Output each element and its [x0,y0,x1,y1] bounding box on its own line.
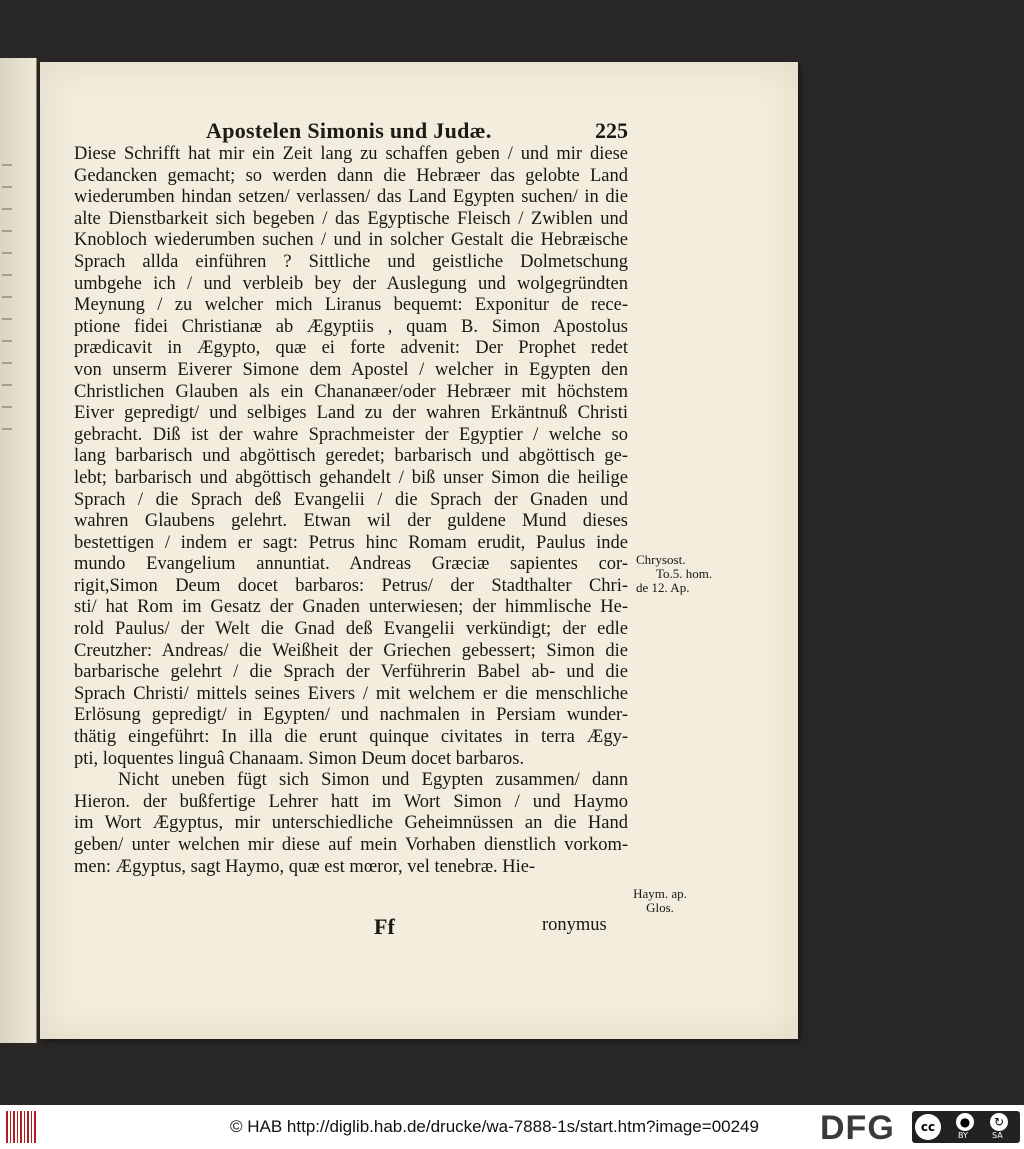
text-line: bestettigen / indem er sagt: Petrus hinc Romam erudit, Paulus inde [74,532,628,553]
text-line: ptione fidei Christianæ ab Ægyptiis , quam B. Simon Apostolus [74,316,628,337]
text-line: wahren Glaubens gelehrt. Etwan wil der guldene Mund dieses [74,511,628,532]
cc-icon: cc [915,1114,941,1140]
text-line: lebt; barbarisch und abgöttisch gehandelt / biß unser Simon die heilige [74,467,628,488]
body-text [74,144,628,878]
catchword: ronymus [542,915,607,935]
marginal-note-line: Chrysost. [636,552,686,567]
text-line: Sprach allda einführen ? Sittliche und geistliche Dolmetschung [74,251,628,272]
signature-mark: Ff [374,914,395,939]
marginal-note-line: de 12. Ap. [636,580,690,595]
text-line: Eiver gepredigt/ und selbiges Land zu der wahren Erkäntnuß Christi [74,403,628,424]
marginal-note-haymo [624,887,696,915]
text-line: im Wort Ægyptus, mir unterschiedliche Geheimnüssen an die Hand [74,813,628,834]
running-title: Apostelen Simonis und Judæ. [206,118,492,143]
hab-logo-icon [6,1111,38,1143]
marginal-note-chrysostom [636,553,712,595]
text-line: thätig eingeführt: In illa die erunt quinque civitates in terra Ægy- [74,727,628,748]
text-line: geben/ unter welchen mir diese auf mein Vorhaben dienstlich vorkom- [74,835,628,855]
text-line: gebracht. Diß ist der wahre Sprachmeister der Egyptier / welche so [74,424,628,445]
text-line: lang barbarisch und abgöttisch geredet; barbarisch und abgöttisch ge- [74,446,628,467]
running-head [74,116,628,144]
sa-label: SA [992,1131,1003,1140]
text-line: Diese Schrifft hat mir ein Zeit lang zu schaffen geben / und mir diese [74,144,628,164]
page-number: 225 [595,118,628,143]
text-line: prædicavit in Ægypto, quæ ei forte advenit: Der Prophet redet [74,338,628,359]
viewer-footer [0,1105,1024,1149]
share-alike-icon: ↻ [990,1113,1008,1131]
text-line: wiederumben hindan setzen/ verlassen/ das Land Egypten suchen/ in die [74,187,628,208]
text-line: Erlösung gepredigt/ in Egypten/ und nachmalen in Persiam wunder- [74,705,628,726]
marginal-note-line: Haym. ap. [633,886,687,901]
copyright-link[interactable]: © HAB http://diglib.hab.de/drucke/wa-7888-1s/start.htm?image=00249 [230,1117,759,1136]
text-line: rold Paulus/ der Welt die Gnad deß Evangelii verkündigt; der edle [74,619,628,640]
person-icon: ● [956,1113,974,1131]
text-line: pti, loquentes linguâ Chanaam. Simon Deum docet barbaros. [74,748,525,769]
cc-license-badge[interactable] [912,1111,1020,1143]
text-line: rigit,Simon Deum docet barbaros: Petrus/ der Stadthalter Chri- [74,575,628,596]
marginal-note-line: Glos. [646,900,674,915]
by-label: BY [958,1131,968,1140]
text-line: men: Ægyptus, sagt Haymo, quæ est mœror, vel tenebræ. Hie- [74,856,536,877]
text-line: Christlichen Glauben als ein Chananæer/oder Hebræer mit höchstem [74,381,628,402]
text-line: Hieron. der bußfertige Lehrer hatt im Wort Simon / und Haymo [74,791,628,812]
text-line: umbgehe ich / und verbleib bey der Auslegung und wolgegründten [74,273,628,294]
text-line: Meynung / zu welcher mich Liranus bequemt: Exponitur de rece- [74,295,628,316]
book-page [40,62,798,1039]
text-line: Sprach / die Sprach deß Evangelii / die Sprach der Gnaden und [74,489,628,510]
text-line: von unserm Eiverer Simone dem Apostel / welcher in Egypten den [74,359,628,380]
marginal-note-line: To.5. hom. [656,566,713,581]
text-line: Nicht uneben fügt sich Simon und Egypten zusammen/ dann [118,770,628,791]
text-line: mundo Evangelium annuntiat. Andreas Græciæ sapientes cor- [74,554,628,575]
facing-page-edge [0,58,37,1043]
text-line: sti/ hat Rom im Gesatz der Gnaden unterwiesen; der himmlische He- [74,597,628,618]
text-line: Gedancken gemacht; so werden dann die Hebræer das gelobte Land [74,165,628,186]
text-line: barbarische gelehrt / die Sprach der Verführerin Babel ab- und die [74,662,628,683]
text-line: Sprach Christi/ mittels seines Eivers / mit welchem er die menschliche [74,683,628,704]
text-line: Creutzher: Andreas/ die Weißheit der Griechen gebessert; Simon die [74,640,628,661]
dfg-logo: DFG [820,1109,895,1147]
text-line: Knobloch wiederumben suchen / und in solcher Gestalt die Hebræische [74,230,628,251]
text-line: alte Dienstbarkeit sich begeben / das Egyptische Fleisch / Zwiblen und [74,208,628,229]
